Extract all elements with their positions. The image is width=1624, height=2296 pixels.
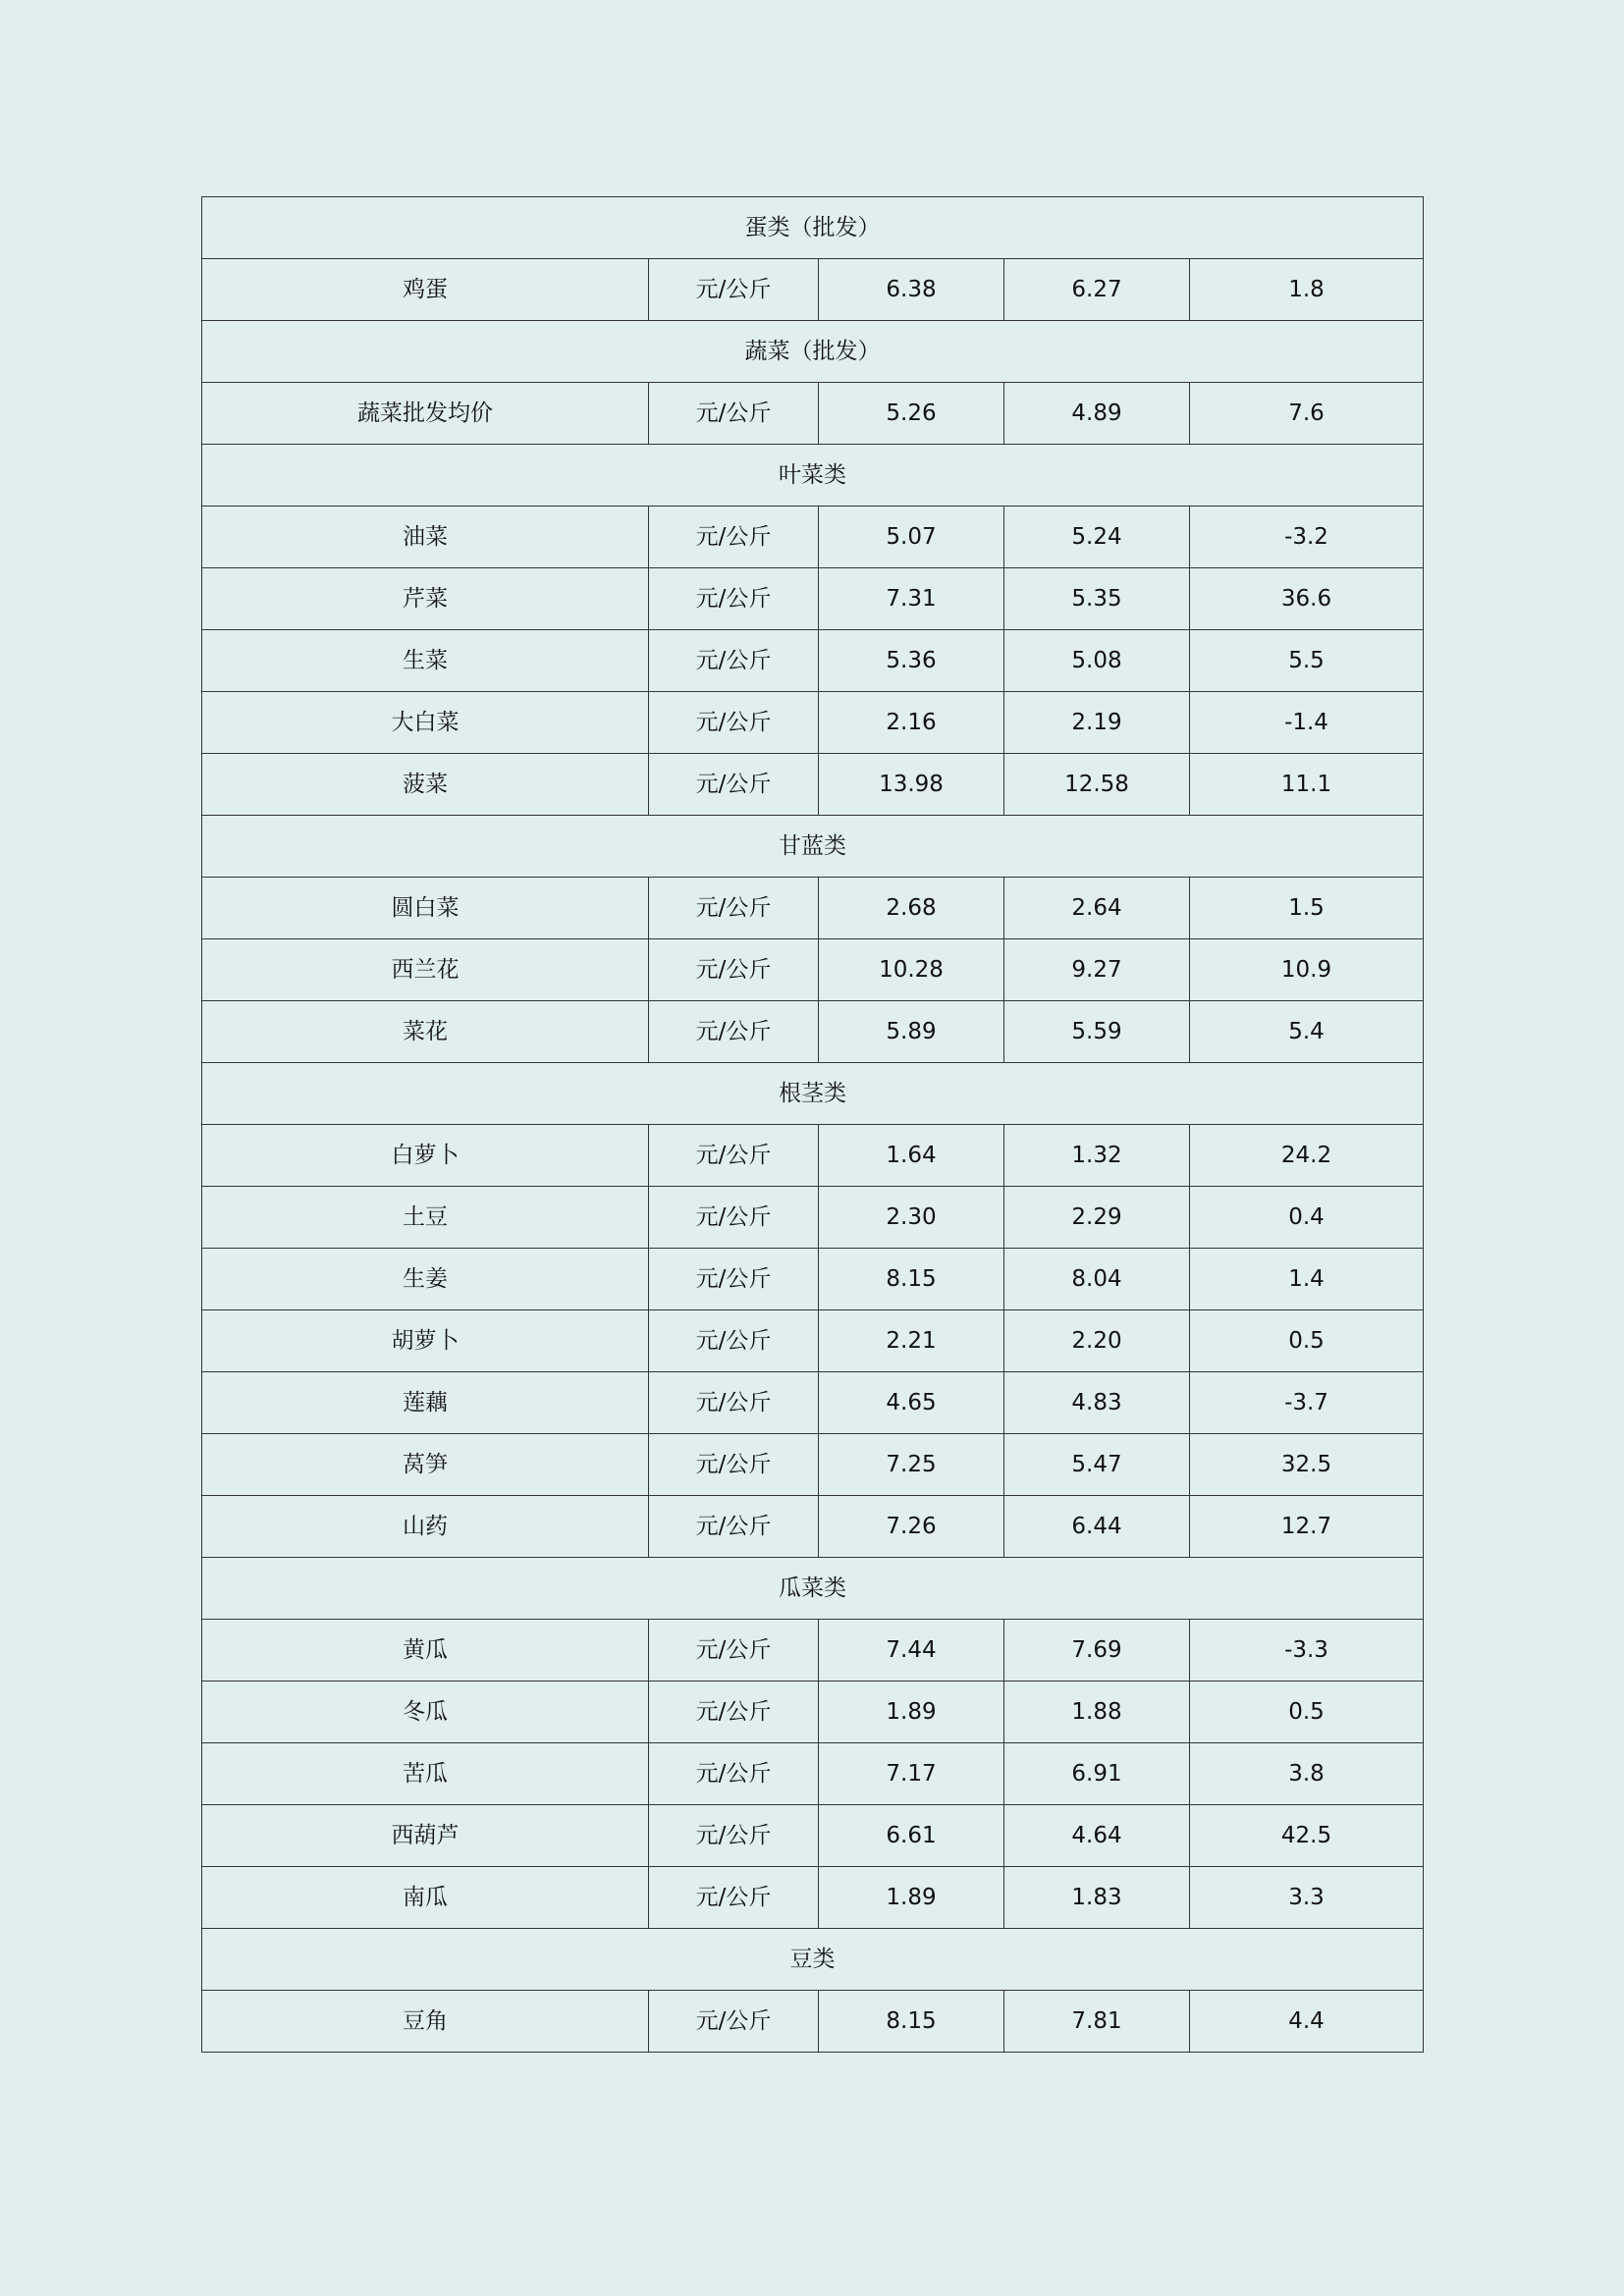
- current-price-cell: 7.17: [819, 1743, 1004, 1805]
- item-name-cell: 菠菜: [202, 754, 649, 816]
- item-name-cell: 南瓜: [202, 1867, 649, 1929]
- table-row: [202, 1249, 1424, 1310]
- table-row: [202, 1310, 1424, 1372]
- table-row: [202, 754, 1424, 816]
- current-price-cell: 6.61: [819, 1805, 1004, 1867]
- previous-price-cell: 4.64: [1004, 1805, 1190, 1867]
- previous-price-cell: 7.81: [1004, 1991, 1190, 2053]
- previous-price-cell: 5.47: [1004, 1434, 1190, 1496]
- change-percent-cell: 32.5: [1190, 1434, 1424, 1496]
- section-title: 根茎类: [202, 1063, 1424, 1125]
- change-percent-cell: 12.7: [1190, 1496, 1424, 1558]
- section-title: 蔬菜（批发）: [202, 321, 1424, 383]
- change-percent-cell: 4.4: [1190, 1991, 1424, 2053]
- current-price-cell: 7.25: [819, 1434, 1004, 1496]
- current-price-cell: 8.15: [819, 1249, 1004, 1310]
- unit-cell: 元/公斤: [649, 383, 819, 445]
- section-header-row: [202, 321, 1424, 383]
- unit-cell: 元/公斤: [649, 1001, 819, 1063]
- section-header-row: [202, 445, 1424, 507]
- table-row: [202, 939, 1424, 1001]
- current-price-cell: 6.38: [819, 259, 1004, 321]
- item-name-cell: 鸡蛋: [202, 259, 649, 321]
- previous-price-cell: 4.89: [1004, 383, 1190, 445]
- table-row: [202, 1372, 1424, 1434]
- previous-price-cell: 2.20: [1004, 1310, 1190, 1372]
- change-percent-cell: 5.5: [1190, 630, 1424, 692]
- current-price-cell: 1.89: [819, 1682, 1004, 1743]
- item-name-cell: 菜花: [202, 1001, 649, 1063]
- section-title: 豆类: [202, 1929, 1424, 1991]
- unit-cell: 元/公斤: [649, 630, 819, 692]
- previous-price-cell: 7.69: [1004, 1620, 1190, 1682]
- unit-cell: 元/公斤: [649, 878, 819, 939]
- item-name-cell: 圆白菜: [202, 878, 649, 939]
- current-price-cell: 2.68: [819, 878, 1004, 939]
- item-name-cell: 土豆: [202, 1187, 649, 1249]
- item-name-cell: 芹菜: [202, 568, 649, 630]
- table-row: [202, 1001, 1424, 1063]
- price-table-body: [202, 197, 1424, 2053]
- previous-price-cell: 6.91: [1004, 1743, 1190, 1805]
- table-row: [202, 383, 1424, 445]
- change-percent-cell: 36.6: [1190, 568, 1424, 630]
- section-header-row: [202, 1558, 1424, 1620]
- section-title: 叶菜类: [202, 445, 1424, 507]
- unit-cell: 元/公斤: [649, 1805, 819, 1867]
- previous-price-cell: 5.24: [1004, 507, 1190, 568]
- unit-cell: 元/公斤: [649, 1249, 819, 1310]
- change-percent-cell: 10.9: [1190, 939, 1424, 1001]
- change-percent-cell: 0.4: [1190, 1187, 1424, 1249]
- change-percent-cell: -3.3: [1190, 1620, 1424, 1682]
- current-price-cell: 5.89: [819, 1001, 1004, 1063]
- item-name-cell: 白萝卜: [202, 1125, 649, 1187]
- change-percent-cell: 24.2: [1190, 1125, 1424, 1187]
- change-percent-cell: -3.2: [1190, 507, 1424, 568]
- previous-price-cell: 8.04: [1004, 1249, 1190, 1310]
- previous-price-cell: 4.83: [1004, 1372, 1190, 1434]
- item-name-cell: 西葫芦: [202, 1805, 649, 1867]
- current-price-cell: 7.26: [819, 1496, 1004, 1558]
- item-name-cell: 胡萝卜: [202, 1310, 649, 1372]
- table-row: [202, 1187, 1424, 1249]
- current-price-cell: 13.98: [819, 754, 1004, 816]
- table-row: [202, 692, 1424, 754]
- unit-cell: 元/公斤: [649, 1496, 819, 1558]
- price-table: [201, 196, 1424, 2053]
- previous-price-cell: 6.44: [1004, 1496, 1190, 1558]
- unit-cell: 元/公斤: [649, 1372, 819, 1434]
- current-price-cell: 8.15: [819, 1991, 1004, 2053]
- item-name-cell: 莴笋: [202, 1434, 649, 1496]
- section-header-row: [202, 1929, 1424, 1991]
- unit-cell: 元/公斤: [649, 1125, 819, 1187]
- previous-price-cell: 2.29: [1004, 1187, 1190, 1249]
- table-row: [202, 1867, 1424, 1929]
- previous-price-cell: 1.32: [1004, 1125, 1190, 1187]
- unit-cell: 元/公斤: [649, 1434, 819, 1496]
- change-percent-cell: 3.3: [1190, 1867, 1424, 1929]
- item-name-cell: 豆角: [202, 1991, 649, 2053]
- unit-cell: 元/公斤: [649, 1310, 819, 1372]
- current-price-cell: 5.07: [819, 507, 1004, 568]
- current-price-cell: 7.31: [819, 568, 1004, 630]
- unit-cell: 元/公斤: [649, 1187, 819, 1249]
- unit-cell: 元/公斤: [649, 939, 819, 1001]
- table-row: [202, 1805, 1424, 1867]
- unit-cell: 元/公斤: [649, 259, 819, 321]
- item-name-cell: 生菜: [202, 630, 649, 692]
- current-price-cell: 2.16: [819, 692, 1004, 754]
- previous-price-cell: 5.08: [1004, 630, 1190, 692]
- previous-price-cell: 5.35: [1004, 568, 1190, 630]
- current-price-cell: 1.64: [819, 1125, 1004, 1187]
- section-header-row: [202, 1063, 1424, 1125]
- table-row: [202, 1991, 1424, 2053]
- item-name-cell: 西兰花: [202, 939, 649, 1001]
- current-price-cell: 10.28: [819, 939, 1004, 1001]
- change-percent-cell: 0.5: [1190, 1682, 1424, 1743]
- table-row: [202, 259, 1424, 321]
- previous-price-cell: 12.58: [1004, 754, 1190, 816]
- previous-price-cell: 2.19: [1004, 692, 1190, 754]
- table-row: [202, 1682, 1424, 1743]
- change-percent-cell: 7.6: [1190, 383, 1424, 445]
- unit-cell: 元/公斤: [649, 1867, 819, 1929]
- table-row: [202, 507, 1424, 568]
- table-row: [202, 1743, 1424, 1805]
- item-name-cell: 莲藕: [202, 1372, 649, 1434]
- section-header-row: [202, 197, 1424, 259]
- table-row: [202, 1125, 1424, 1187]
- unit-cell: 元/公斤: [649, 1991, 819, 2053]
- table-row: [202, 1620, 1424, 1682]
- section-header-row: [202, 816, 1424, 878]
- change-percent-cell: 1.4: [1190, 1249, 1424, 1310]
- current-price-cell: 7.44: [819, 1620, 1004, 1682]
- section-title: 瓜菜类: [202, 1558, 1424, 1620]
- table-row: [202, 1496, 1424, 1558]
- previous-price-cell: 5.59: [1004, 1001, 1190, 1063]
- current-price-cell: 4.65: [819, 1372, 1004, 1434]
- unit-cell: 元/公斤: [649, 507, 819, 568]
- change-percent-cell: -3.7: [1190, 1372, 1424, 1434]
- change-percent-cell: 11.1: [1190, 754, 1424, 816]
- unit-cell: 元/公斤: [649, 1743, 819, 1805]
- unit-cell: 元/公斤: [649, 1620, 819, 1682]
- current-price-cell: 2.21: [819, 1310, 1004, 1372]
- previous-price-cell: 9.27: [1004, 939, 1190, 1001]
- change-percent-cell: 1.8: [1190, 259, 1424, 321]
- unit-cell: 元/公斤: [649, 754, 819, 816]
- change-percent-cell: 1.5: [1190, 878, 1424, 939]
- item-name-cell: 冬瓜: [202, 1682, 649, 1743]
- current-price-cell: 5.26: [819, 383, 1004, 445]
- previous-price-cell: 1.83: [1004, 1867, 1190, 1929]
- current-price-cell: 5.36: [819, 630, 1004, 692]
- item-name-cell: 黄瓜: [202, 1620, 649, 1682]
- item-name-cell: 大白菜: [202, 692, 649, 754]
- table-row: [202, 568, 1424, 630]
- unit-cell: 元/公斤: [649, 1682, 819, 1743]
- item-name-cell: 山药: [202, 1496, 649, 1558]
- change-percent-cell: 42.5: [1190, 1805, 1424, 1867]
- current-price-cell: 1.89: [819, 1867, 1004, 1929]
- unit-cell: 元/公斤: [649, 568, 819, 630]
- item-name-cell: 油菜: [202, 507, 649, 568]
- table-row: [202, 878, 1424, 939]
- item-name-cell: 蔬菜批发均价: [202, 383, 649, 445]
- current-price-cell: 2.30: [819, 1187, 1004, 1249]
- item-name-cell: 苦瓜: [202, 1743, 649, 1805]
- section-title: 蛋类（批发）: [202, 197, 1424, 259]
- table-row: [202, 630, 1424, 692]
- item-name-cell: 生姜: [202, 1249, 649, 1310]
- previous-price-cell: 6.27: [1004, 259, 1190, 321]
- previous-price-cell: 1.88: [1004, 1682, 1190, 1743]
- previous-price-cell: 2.64: [1004, 878, 1190, 939]
- table-row: [202, 1434, 1424, 1496]
- unit-cell: 元/公斤: [649, 692, 819, 754]
- change-percent-cell: -1.4: [1190, 692, 1424, 754]
- change-percent-cell: 5.4: [1190, 1001, 1424, 1063]
- section-title: 甘蓝类: [202, 816, 1424, 878]
- change-percent-cell: 3.8: [1190, 1743, 1424, 1805]
- change-percent-cell: 0.5: [1190, 1310, 1424, 1372]
